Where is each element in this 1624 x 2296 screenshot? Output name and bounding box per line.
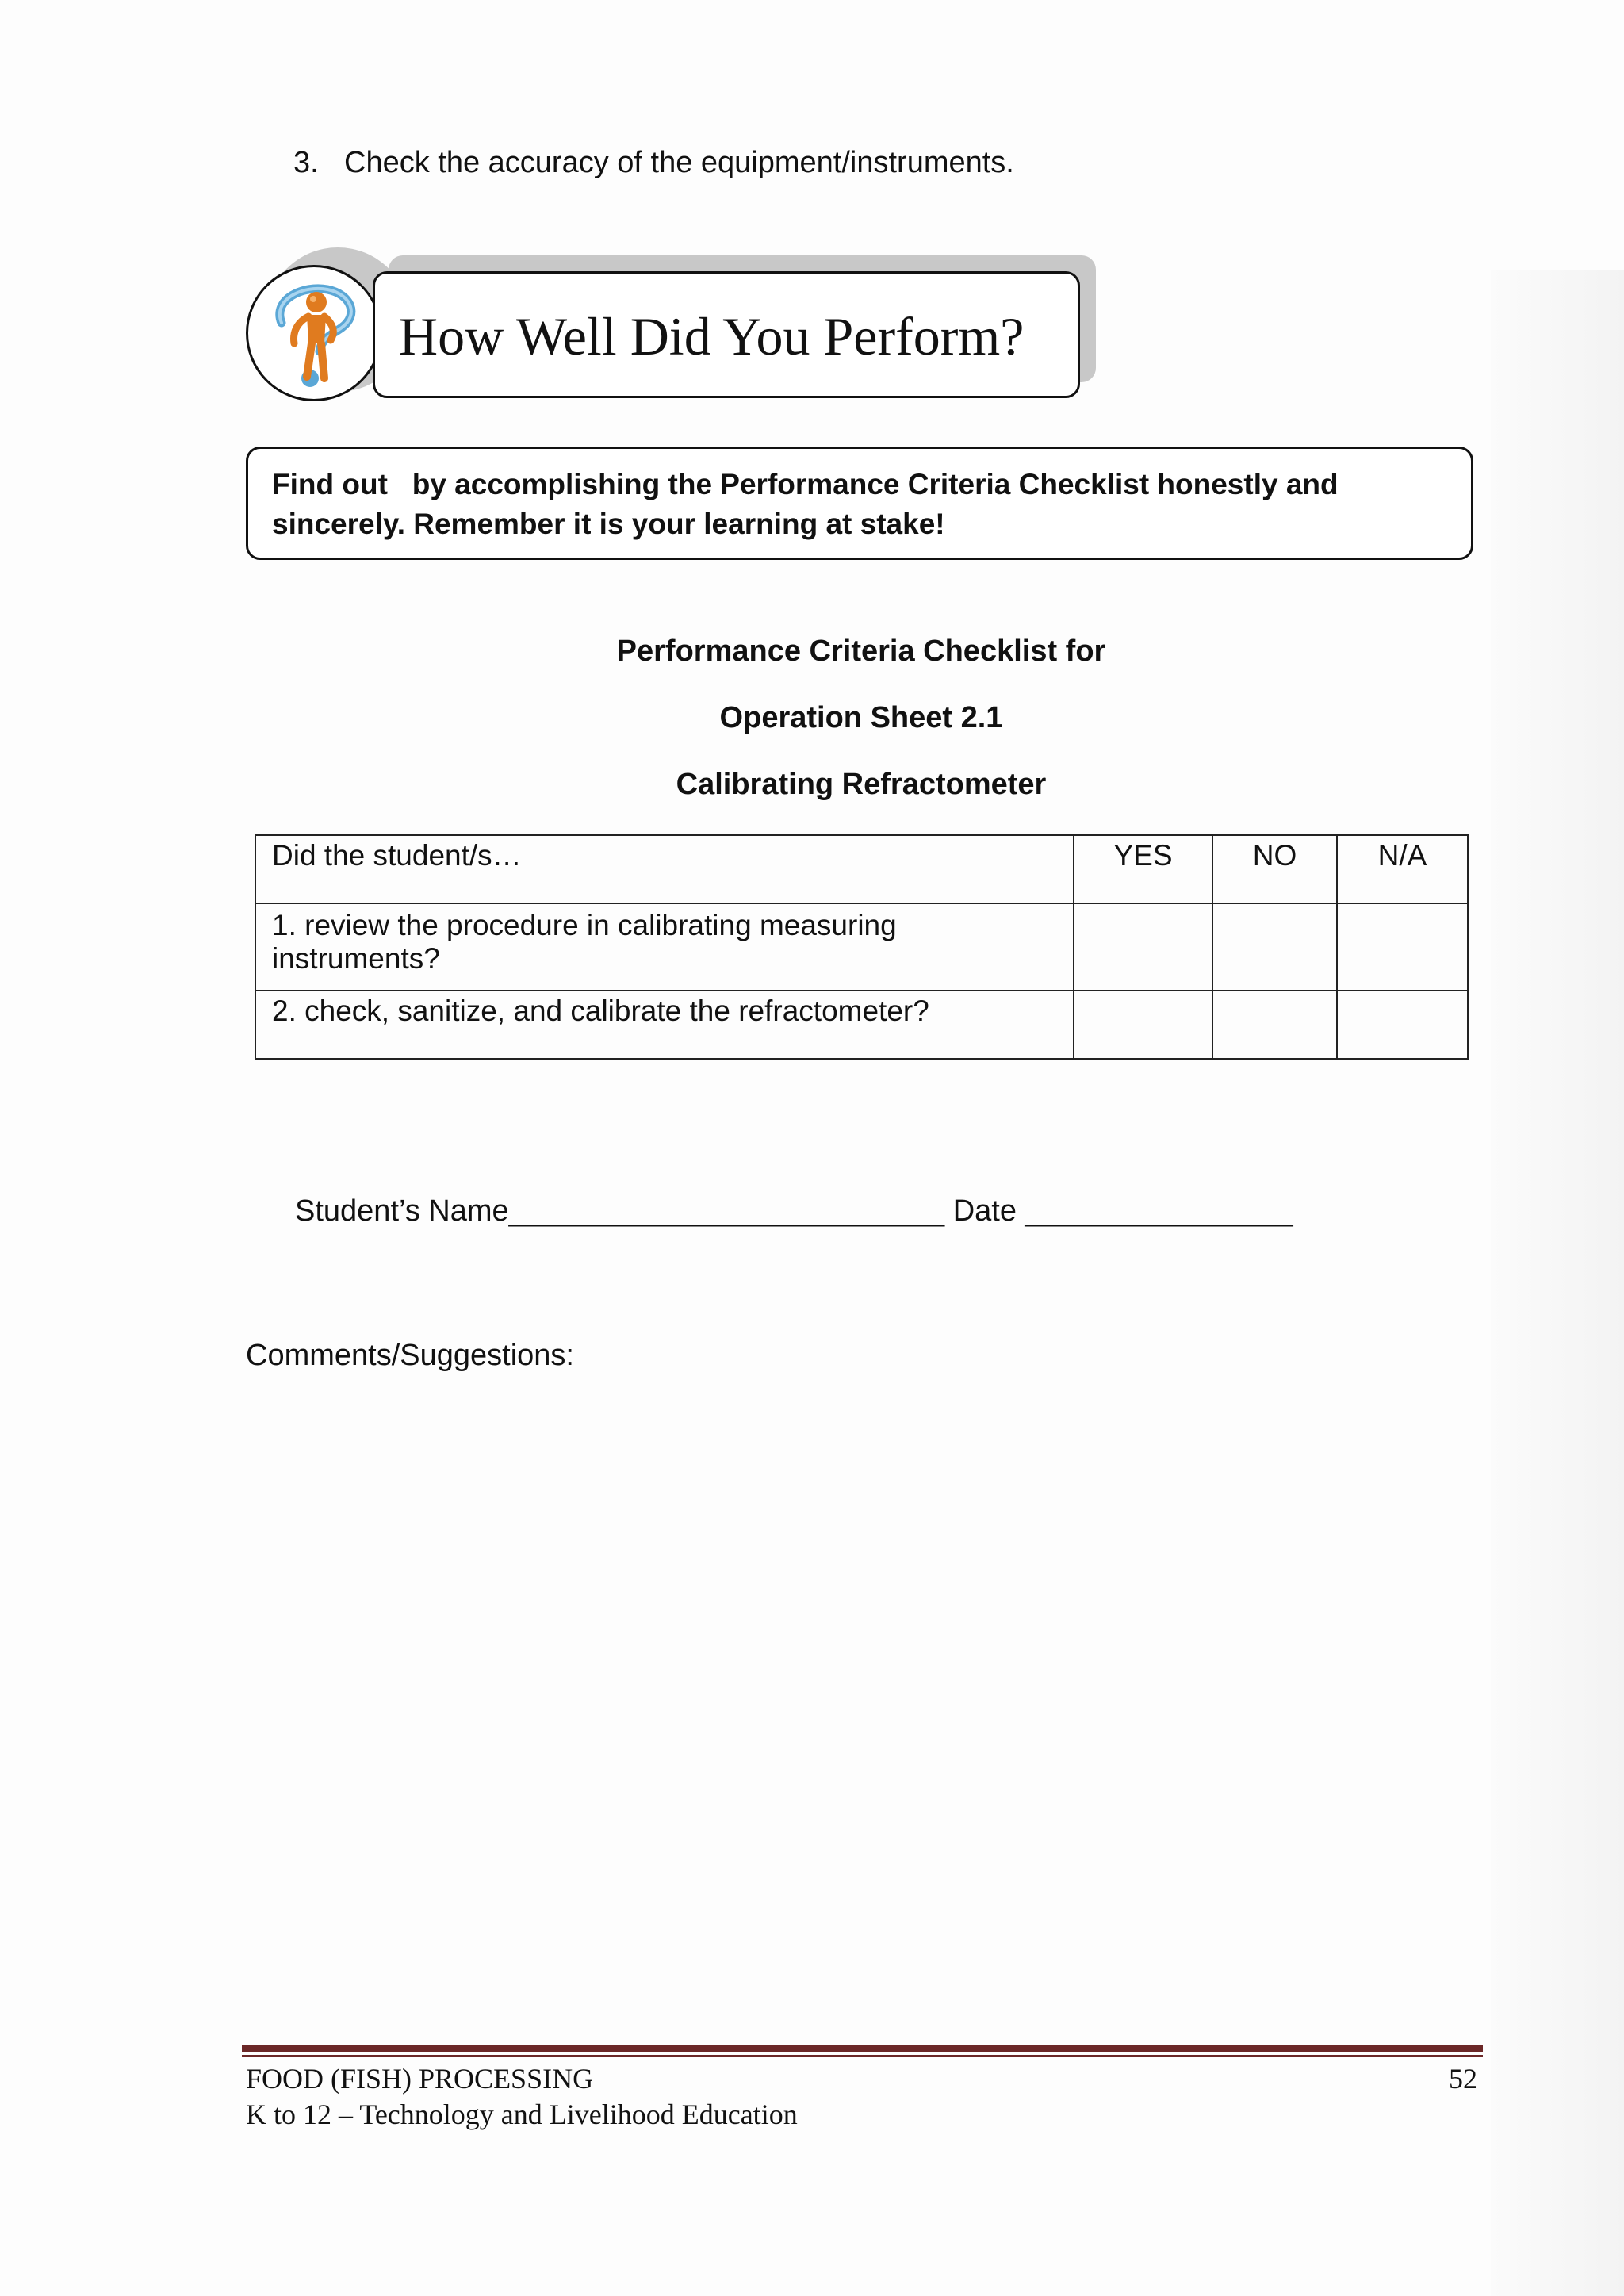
step-number: 3. xyxy=(293,146,319,179)
footer-subject: FOOD (FISH) PROCESSING xyxy=(246,2063,594,2095)
row-question xyxy=(255,903,1074,991)
table-row xyxy=(255,903,1468,991)
banner-title-box xyxy=(373,271,1080,398)
footer-rule-thin xyxy=(242,2055,1483,2057)
step-text: Check the accuracy of the equipment/instruments. xyxy=(344,146,1014,179)
checklist-title: Performance Criteria Checklist for xyxy=(616,634,1106,668)
table-header-row xyxy=(255,835,1468,903)
na-checkbox-cell[interactable] xyxy=(1337,991,1468,1059)
yes-checkbox-cell[interactable] xyxy=(1074,991,1212,1059)
header-no xyxy=(1212,835,1337,903)
checklist-subtitle: Calibrating Refractometer xyxy=(676,768,1047,801)
comments-label: Comments/Suggestions: xyxy=(246,1339,574,1372)
instruction-text: Find out by accomplishing the Performance Criteria Checklist honestly and sincerely. Remember it is your learning at stake! xyxy=(272,468,1346,540)
performance-checklist-table xyxy=(255,834,1469,1060)
header-yes-text: YES xyxy=(1113,839,1173,872)
step-item xyxy=(293,146,1014,180)
no-checkbox-cell[interactable] xyxy=(1212,991,1337,1059)
header-question xyxy=(255,835,1074,903)
page-number: 52 xyxy=(1449,2063,1477,2095)
no-checkbox-cell[interactable] xyxy=(1212,903,1337,991)
header-question-text: Did the student/s… xyxy=(272,839,522,872)
banner-icon-frame xyxy=(246,265,382,401)
footer-course: K to 12 – Technology and Livelihood Education xyxy=(246,2099,798,2130)
row-question xyxy=(255,991,1074,1059)
header-na-text: N/A xyxy=(1377,839,1427,872)
table-row xyxy=(255,991,1468,1059)
header-yes xyxy=(1074,835,1212,903)
question-mark-figure-icon xyxy=(248,267,380,399)
instruction-callout xyxy=(246,447,1473,560)
footer-rule xyxy=(242,2045,1483,2052)
na-checkbox-cell[interactable] xyxy=(1337,903,1468,991)
row-question-text: 1. review the procedure in calibrating measuring instruments? xyxy=(272,909,897,975)
student-name-date-field[interactable]: Student’s Name__________________________ Date ________________ xyxy=(295,1194,1293,1228)
header-na xyxy=(1337,835,1468,903)
page-edge-shadow xyxy=(1491,270,1624,2296)
yes-checkbox-cell[interactable] xyxy=(1074,903,1212,991)
row-question-text: 2. check, sanitize, and calibrate the refractometer? xyxy=(272,995,929,1027)
header-no-text: NO xyxy=(1252,839,1297,872)
checklist-operation-sheet: Operation Sheet 2.1 xyxy=(719,701,1003,734)
section-heading: How Well Did You Perform? xyxy=(399,306,1025,366)
